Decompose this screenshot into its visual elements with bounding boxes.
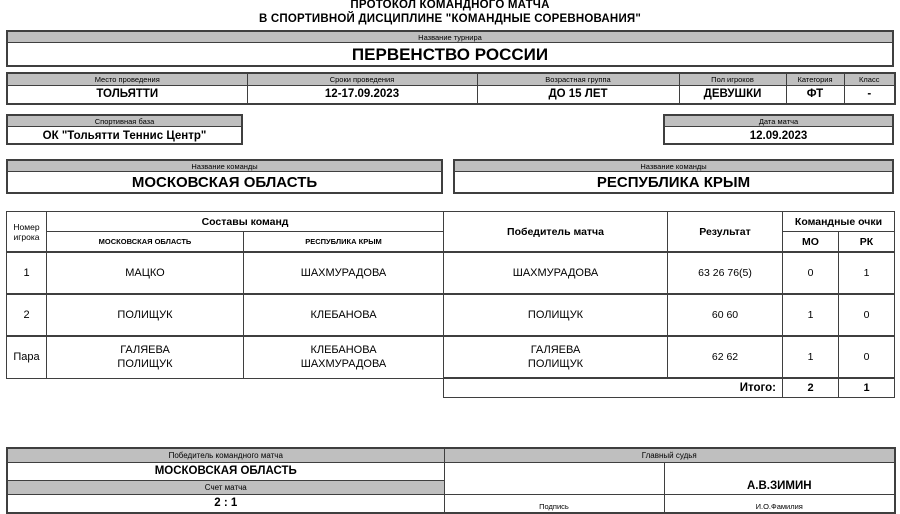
venue-caption: Спортивная база bbox=[8, 116, 241, 127]
match-results-table bbox=[6, 211, 895, 398]
header-roster-left: МОСКОВСКАЯ ОБЛАСТЬ bbox=[47, 232, 244, 253]
header-player-number-line2: игрока bbox=[13, 231, 40, 242]
footer-referee-caption: Главный судья bbox=[444, 448, 895, 463]
venue-block bbox=[6, 114, 243, 145]
row-1-points-right: 1 bbox=[839, 252, 895, 294]
total-spacer-3 bbox=[244, 378, 444, 398]
team-right-block bbox=[453, 159, 894, 194]
header-result: Результат bbox=[668, 212, 783, 253]
row-1-player-left: МАЦКО bbox=[47, 252, 244, 294]
tournament-caption: Название турнира bbox=[8, 32, 892, 43]
info-value-dates: 12-17.09.2023 bbox=[247, 86, 477, 105]
document-title bbox=[0, 0, 900, 26]
row-3-points-right: 0 bbox=[839, 336, 895, 378]
table-row bbox=[7, 336, 895, 378]
table-row bbox=[7, 294, 895, 336]
team-right-caption: Название команды bbox=[455, 161, 892, 172]
tournament-name: ПЕРВЕНСТВО РОССИИ bbox=[351, 45, 549, 64]
row-1-score: 63 26 76(5) bbox=[668, 252, 783, 294]
results-header-row-1 bbox=[7, 212, 895, 232]
total-points-right: 1 bbox=[839, 378, 895, 398]
row-2-points-right: 0 bbox=[839, 294, 895, 336]
venue-value: ОК "Тольятти Теннис Центр" bbox=[42, 130, 207, 142]
header-roster-right: РЕСПУБЛИКА КРЫМ bbox=[244, 232, 444, 253]
team-left-block bbox=[6, 159, 443, 194]
row-1-number: 1 bbox=[7, 252, 47, 294]
row-3-number: Пара bbox=[7, 336, 47, 378]
row-3-player-left: ГАЛЯЕВА ПОЛИЩУК bbox=[47, 336, 244, 378]
header-player-number-line1: Номер bbox=[13, 221, 40, 232]
row-1-points-left: 0 bbox=[783, 252, 839, 294]
header-team-points: Командные очки bbox=[783, 212, 895, 232]
team-left-caption: Название команды bbox=[8, 161, 441, 172]
footer-row-2 bbox=[7, 463, 895, 481]
info-value-gender: ДЕВУШКИ bbox=[679, 86, 786, 105]
total-spacer-2 bbox=[47, 378, 244, 398]
table-row bbox=[7, 252, 895, 294]
footer-referee-name: А.В.ЗИМИН bbox=[664, 463, 895, 495]
footer-name-caption: И.О.Фамилия bbox=[664, 495, 895, 514]
total-label: Итого: bbox=[444, 378, 783, 398]
row-2-score: 60 60 bbox=[668, 294, 783, 336]
info-header-age-group: Возрастная группа bbox=[477, 73, 679, 86]
info-value-age-group: ДО 15 ЛЕТ bbox=[477, 86, 679, 105]
document-title-line-1: ПРОТОКОЛ КОМАНДНОГО МАТЧА bbox=[350, 0, 550, 11]
match-date-caption: Дата матча bbox=[665, 116, 892, 127]
info-value-class: - bbox=[844, 86, 895, 105]
info-value-venue-city: ТОЛЬЯТТИ bbox=[7, 86, 247, 105]
footer-score-caption: Счет матча bbox=[7, 481, 444, 495]
team-left-name: МОСКОВСКАЯ ОБЛАСТЬ bbox=[131, 174, 318, 191]
team-right-name: РЕСПУБЛИКА КРЫМ bbox=[596, 174, 751, 191]
footer-signature-area bbox=[444, 463, 664, 495]
info-header-class: Класс bbox=[844, 73, 895, 86]
row-2-player-right: КЛЕБАНОВА bbox=[244, 294, 444, 336]
footer-signature-caption: Подпись bbox=[444, 495, 664, 514]
event-info-table bbox=[6, 72, 896, 105]
row-2-winner: ПОЛИЩУК bbox=[444, 294, 668, 336]
footer-row-1 bbox=[7, 448, 895, 463]
total-spacer-1 bbox=[7, 378, 47, 398]
header-match-winner: Победитель матча bbox=[444, 212, 668, 253]
match-date-block bbox=[663, 114, 894, 145]
footer-score-value: 2 : 1 bbox=[7, 495, 444, 514]
info-header-category: Категория bbox=[786, 73, 844, 86]
total-points-left: 2 bbox=[783, 378, 839, 398]
row-3-score: 62 62 bbox=[668, 336, 783, 378]
footer-table bbox=[6, 447, 896, 514]
tournament-block bbox=[6, 30, 894, 67]
total-row bbox=[7, 378, 895, 398]
event-info-header-row bbox=[7, 73, 895, 86]
header-player-number bbox=[7, 212, 47, 253]
header-points-left: МО bbox=[783, 232, 839, 253]
header-rosters: Составы команд bbox=[47, 212, 444, 232]
footer-winner-caption: Победитель командного матча bbox=[7, 448, 444, 463]
row-2-player-left: ПОЛИЩУК bbox=[47, 294, 244, 336]
row-1-winner: ШАХМУРАДОВА bbox=[444, 252, 668, 294]
row-3-winner: ГАЛЯЕВА ПОЛИЩУК bbox=[444, 336, 668, 378]
row-1-player-right: ШАХМУРАДОВА bbox=[244, 252, 444, 294]
row-2-number: 2 bbox=[7, 294, 47, 336]
info-value-category: ФТ bbox=[786, 86, 844, 105]
row-3-points-left: 1 bbox=[783, 336, 839, 378]
footer-row-4 bbox=[7, 495, 895, 514]
info-header-gender: Пол игроков bbox=[679, 73, 786, 86]
document-title-line-2: В СПОРТИВНОЙ ДИСЦИПЛИНЕ "КОМАНДНЫЕ СОРЕВНОВАНИЯ" bbox=[258, 13, 642, 25]
info-header-venue-city: Место проведения bbox=[7, 73, 247, 86]
info-header-dates: Сроки проведения bbox=[247, 73, 477, 86]
row-2-points-left: 1 bbox=[783, 294, 839, 336]
header-points-right: РК bbox=[839, 232, 895, 253]
match-date-value: 12.09.2023 bbox=[749, 130, 808, 142]
footer-winner-value: МОСКОВСКАЯ ОБЛАСТЬ bbox=[7, 463, 444, 481]
event-info-value-row bbox=[7, 86, 895, 105]
row-3-player-right: КЛЕБАНОВА ШАХМУРАДОВА bbox=[244, 336, 444, 378]
